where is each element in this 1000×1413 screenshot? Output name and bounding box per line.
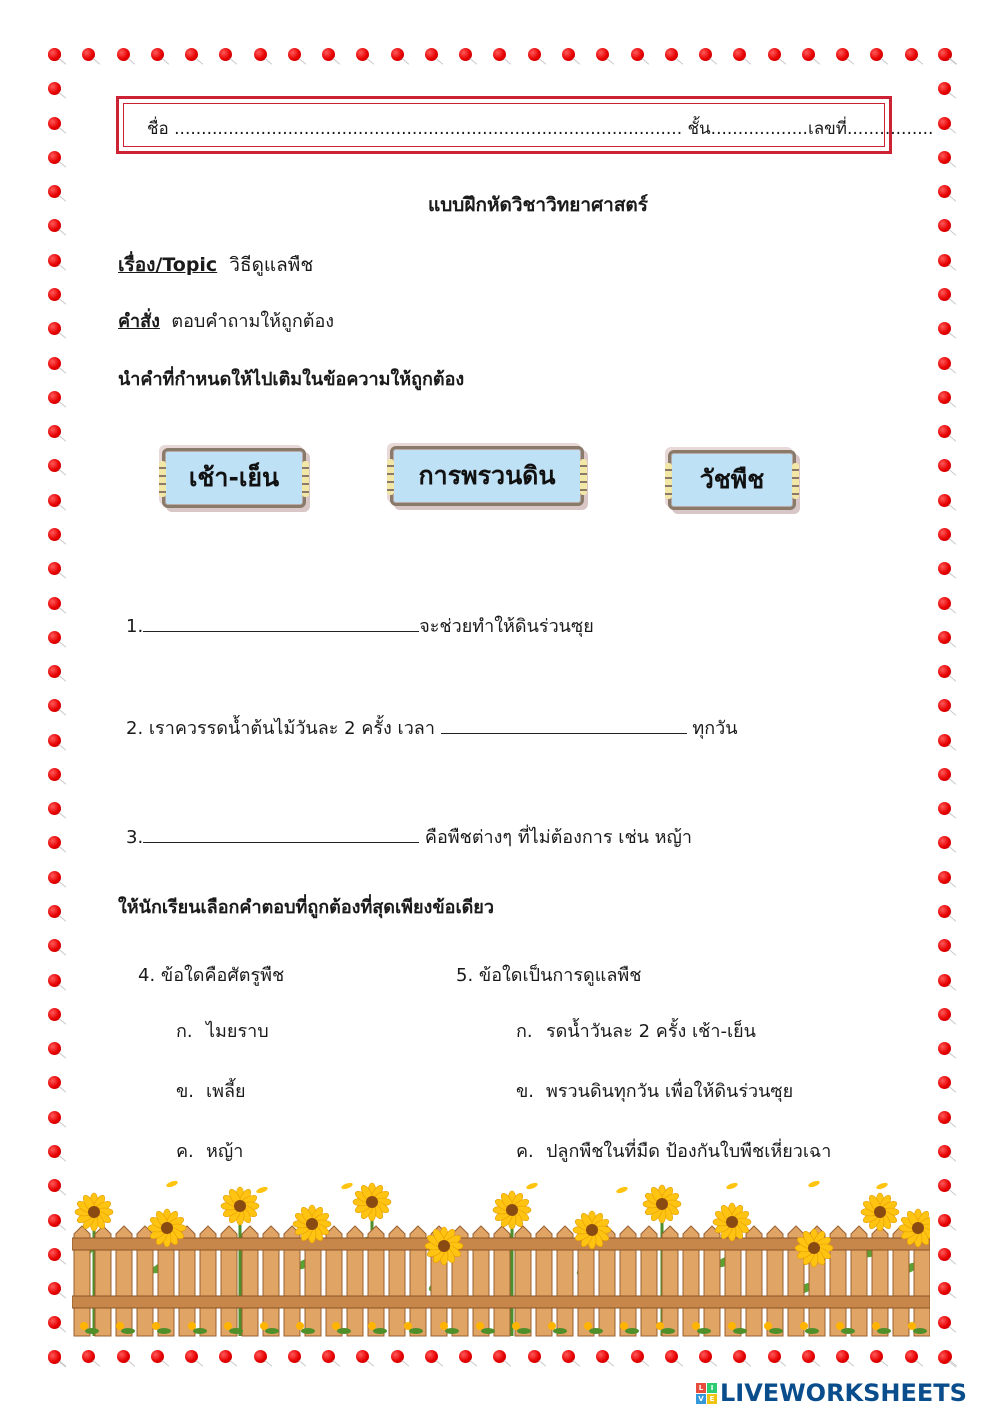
question-suffix: ทุกวัน — [686, 718, 738, 739]
border-dot — [117, 1350, 130, 1363]
sunflower — [353, 1183, 391, 1221]
small-flower — [620, 1322, 628, 1330]
small-flower — [872, 1322, 880, 1330]
border-dot — [48, 254, 61, 267]
border-dot — [938, 1214, 951, 1227]
grass-tuft — [229, 1328, 243, 1334]
border-dot — [596, 1350, 609, 1363]
border-dot — [938, 939, 951, 952]
answer-blank[interactable] — [143, 824, 419, 843]
border-dot — [836, 48, 849, 61]
border-dot — [117, 48, 130, 61]
option-letter: ข. — [516, 1081, 535, 1102]
option-letter: ค. — [516, 1141, 534, 1162]
answer-blank[interactable] — [441, 715, 687, 734]
border-dot — [48, 151, 61, 164]
border-dot — [48, 48, 61, 61]
question-prefix: 1. — [126, 616, 144, 637]
border-dot — [870, 1350, 883, 1363]
choice-option[interactable] — [516, 1016, 756, 1045]
border-dot — [48, 1248, 61, 1261]
grass-tuft — [193, 1328, 207, 1334]
small-flower — [80, 1322, 88, 1330]
small-flower — [728, 1322, 736, 1330]
fill-question-3 — [126, 822, 692, 851]
small-flower — [800, 1322, 808, 1330]
sunflower — [861, 1193, 899, 1231]
border-dot — [938, 802, 951, 815]
page-title: แบบฝึกหัดวิชาวิทยาศาสตร์ — [428, 194, 648, 216]
border-dot — [288, 48, 301, 61]
grass-tuft — [769, 1328, 783, 1334]
sunflower-center — [586, 1224, 598, 1236]
border-dot — [48, 871, 61, 884]
border-dot — [48, 1076, 61, 1089]
border-dot — [288, 1350, 301, 1363]
border-dot — [254, 48, 267, 61]
small-flower — [260, 1322, 268, 1330]
border-dot — [938, 665, 951, 678]
border-dot — [48, 1111, 61, 1124]
command-label: คำสั่ง — [118, 311, 160, 332]
logo-mark-icon: L I V E — [696, 1383, 717, 1404]
falling-petal — [616, 1186, 629, 1195]
border-dot — [528, 48, 541, 61]
border-dot — [48, 836, 61, 849]
grass-tuft — [733, 1328, 747, 1334]
border-dot — [48, 391, 61, 404]
option-letter: ข. — [176, 1081, 195, 1102]
border-dot — [631, 48, 644, 61]
border-dot — [391, 1350, 404, 1363]
border-dot — [391, 48, 404, 61]
border-dot — [938, 1316, 951, 1329]
border-dots-bottom — [48, 1350, 952, 1363]
question-suffix: คือพืชต่างๆ ที่ไม่ต้องการ เช่น หญ้า — [419, 827, 692, 848]
border-dot — [185, 1350, 198, 1363]
border-dot — [938, 219, 951, 232]
word-card-label: เช้า-เย็น — [188, 463, 280, 492]
grass-tuft — [481, 1328, 495, 1334]
choice-option[interactable] — [516, 1136, 831, 1165]
border-dot — [219, 1350, 232, 1363]
border-dot — [48, 1351, 61, 1364]
small-flower — [548, 1322, 556, 1330]
grass-tuft — [625, 1328, 639, 1334]
word-card[interactable] — [162, 448, 306, 508]
border-dot — [356, 48, 369, 61]
border-dot — [938, 117, 951, 130]
grass-tuft — [553, 1328, 567, 1334]
border-dot — [938, 425, 951, 438]
border-dot — [768, 48, 781, 61]
topic-row — [118, 250, 313, 280]
border-dot — [425, 1350, 438, 1363]
border-dot — [48, 939, 61, 952]
grass-tuft — [85, 1328, 99, 1334]
border-dot — [48, 1214, 61, 1227]
small-flower — [836, 1322, 844, 1330]
sunflower-center — [726, 1216, 738, 1228]
choice-option[interactable] — [176, 1076, 246, 1105]
border-dot — [938, 254, 951, 267]
fill-instruction: นำคำที่กำหนดให้ไปเติมในข้อความให้ถูกต้อง — [118, 369, 465, 390]
border-dot — [938, 1145, 951, 1158]
grass-tuft — [445, 1328, 459, 1334]
small-flower — [440, 1322, 448, 1330]
border-dot — [938, 1248, 951, 1261]
choice-question-4: 4. ข้อใดคือศัตรูพืช — [138, 965, 285, 986]
grass-tuft — [301, 1328, 315, 1334]
border-dot — [938, 871, 951, 884]
border-dot — [254, 1350, 267, 1363]
grass-tuft — [589, 1328, 603, 1334]
falling-petal — [526, 1182, 539, 1191]
small-flower — [332, 1322, 340, 1330]
question-suffix: จะช่วยทำให้ดินร่วนซุย — [419, 616, 594, 637]
sunflower-center — [656, 1198, 668, 1210]
border-dot — [938, 734, 951, 747]
border-dot — [562, 48, 575, 61]
border-dot — [48, 768, 61, 781]
student-info-line[interactable]: ชื่อ .............................................................................................. ชั้น..................เลขที่................ — [147, 119, 934, 139]
border-dot — [48, 288, 61, 301]
border-dot — [938, 151, 951, 164]
word-card[interactable] — [390, 446, 584, 506]
small-flower — [692, 1322, 700, 1330]
border-dot — [938, 1111, 951, 1124]
border-dot — [48, 1179, 61, 1192]
border-dot — [322, 48, 335, 61]
border-dot — [938, 1179, 951, 1192]
border-dot — [938, 357, 951, 370]
word-card-label: วัชพืช — [699, 465, 765, 494]
sunflower — [493, 1191, 531, 1229]
border-dot — [48, 1145, 61, 1158]
command-row — [118, 306, 334, 335]
border-dots-left — [48, 48, 61, 1364]
border-dot — [48, 905, 61, 918]
border-dot — [48, 802, 61, 815]
border-dot — [938, 836, 951, 849]
border-dot — [48, 597, 61, 610]
border-dot — [493, 48, 506, 61]
sunflower — [643, 1185, 681, 1223]
small-flower — [512, 1322, 520, 1330]
border-dot — [938, 288, 951, 301]
border-dot — [938, 905, 951, 918]
border-dot — [82, 1350, 95, 1363]
border-dot — [938, 974, 951, 987]
border-dot — [938, 562, 951, 575]
grass-tuft — [661, 1328, 675, 1334]
border-dot — [562, 1350, 575, 1363]
border-dot — [459, 1350, 472, 1363]
border-dot — [938, 494, 951, 507]
small-flower — [188, 1322, 196, 1330]
sunflower — [221, 1187, 259, 1225]
border-dot — [493, 1350, 506, 1363]
small-flower — [368, 1322, 376, 1330]
falling-petal — [726, 1182, 739, 1191]
border-dots-top — [48, 48, 952, 61]
border-dot — [938, 528, 951, 541]
small-flower — [764, 1322, 772, 1330]
topic-label: เรื่อง/Topic — [118, 254, 218, 276]
command-value: ตอบคำถามให้ถูกต้อง — [171, 311, 335, 332]
answer-blank[interactable] — [143, 613, 419, 632]
border-dot — [48, 562, 61, 575]
border-dot — [938, 631, 951, 644]
word-card-label: การพรวนดิน — [418, 461, 556, 490]
grass-tuft — [697, 1328, 711, 1334]
topic-value: วิธีดูแลพืช — [229, 254, 314, 276]
sunflower-fence-illustration — [72, 1176, 930, 1346]
border-dot — [425, 48, 438, 61]
border-dot — [48, 494, 61, 507]
border-dot — [459, 48, 472, 61]
small-flower — [296, 1322, 304, 1330]
falling-petal — [166, 1180, 179, 1189]
choice-question-5: 5. ข้อใดเป็นการดูแลพืช — [456, 965, 642, 986]
border-dot — [768, 1350, 781, 1363]
border-dot — [938, 1042, 951, 1055]
grass-tuft — [373, 1328, 387, 1334]
option-text: เพลี้ย — [206, 1081, 246, 1102]
small-flower — [224, 1322, 232, 1330]
border-dot — [48, 1042, 61, 1055]
liveworksheets-logo — [696, 1378, 967, 1408]
border-dot — [48, 631, 61, 644]
choice-instruction: ให้นักเรียนเลือกคำตอบที่ถูกต้องที่สุดเพียงข้อเดียว — [118, 897, 494, 918]
border-dot — [48, 185, 61, 198]
border-dot — [938, 391, 951, 404]
border-dot — [802, 48, 815, 61]
small-flower — [116, 1322, 124, 1330]
border-dot — [938, 185, 951, 198]
sunflower-center — [438, 1240, 450, 1252]
border-dot — [48, 974, 61, 987]
border-dot — [699, 48, 712, 61]
border-dot — [870, 48, 883, 61]
grass-tuft — [841, 1328, 855, 1334]
border-dot — [733, 1350, 746, 1363]
border-dot — [151, 1350, 164, 1363]
small-flower — [584, 1322, 592, 1330]
border-dot — [151, 48, 164, 61]
sunflower-center — [234, 1200, 246, 1212]
fill-question-1 — [126, 611, 594, 640]
border-dot — [48, 1316, 61, 1329]
sunflower-center — [161, 1222, 173, 1234]
border-dot — [938, 597, 951, 610]
option-letter: ก. — [176, 1021, 193, 1042]
sunflower-center — [506, 1204, 518, 1216]
border-dot — [802, 1350, 815, 1363]
option-letter: ค. — [176, 1141, 194, 1162]
border-dot — [48, 322, 61, 335]
border-dot — [938, 699, 951, 712]
border-dot — [48, 219, 61, 232]
border-dot — [938, 1282, 951, 1295]
sunflower-center — [88, 1206, 100, 1218]
choice-option[interactable] — [176, 1136, 243, 1165]
border-dot — [905, 48, 918, 61]
question-prefix: 3. — [126, 827, 144, 848]
border-dot — [48, 1008, 61, 1021]
border-dot — [185, 48, 198, 61]
border-dot — [665, 1350, 678, 1363]
word-card[interactable] — [668, 450, 796, 510]
option-text: พรวนดินทุกวัน เพื่อให้ดินร่วนซุย — [546, 1081, 794, 1102]
choice-option[interactable] — [176, 1016, 269, 1045]
option-text: หญ้า — [206, 1141, 244, 1162]
grass-tuft — [913, 1328, 927, 1334]
border-dot — [48, 699, 61, 712]
border-dot — [938, 322, 951, 335]
border-dot — [48, 357, 61, 370]
grass-tuft — [409, 1328, 423, 1334]
question-prefix: 2. เราควรรดน้ำต้นไม้วันละ 2 ครั้ง เวลา — [126, 718, 441, 739]
small-flower — [908, 1322, 916, 1330]
border-dot — [631, 1350, 644, 1363]
border-dot — [48, 665, 61, 678]
falling-petal — [341, 1182, 354, 1191]
border-dot — [48, 734, 61, 747]
sunflower-center — [874, 1206, 886, 1218]
grass-tuft — [121, 1328, 135, 1334]
small-flower — [152, 1322, 160, 1330]
border-dot — [48, 528, 61, 541]
border-dot — [938, 459, 951, 472]
small-flower — [656, 1322, 664, 1330]
choice-option[interactable] — [516, 1076, 793, 1105]
grass-tuft — [877, 1328, 891, 1334]
grass-tuft — [517, 1328, 531, 1334]
falling-petal — [256, 1186, 269, 1195]
border-dot — [48, 459, 61, 472]
border-dot — [528, 1350, 541, 1363]
small-flower — [404, 1322, 412, 1330]
sunflower-center — [366, 1196, 378, 1208]
sunflower-center — [912, 1222, 924, 1234]
falling-petal — [876, 1182, 889, 1191]
sunflower-center — [808, 1242, 820, 1254]
border-dot — [938, 82, 951, 95]
border-dot — [733, 48, 746, 61]
border-dot — [938, 1351, 951, 1364]
border-dot — [905, 1350, 918, 1363]
option-text: ไมยราบ — [206, 1021, 269, 1042]
sunflower-center — [306, 1218, 318, 1230]
border-dot — [48, 1282, 61, 1295]
border-dot — [665, 48, 678, 61]
grass-tuft — [157, 1328, 171, 1334]
border-dots-right — [938, 48, 951, 1364]
student-info-box — [116, 96, 934, 154]
fill-question-2 — [126, 713, 738, 742]
option-text: รดน้ำวันละ 2 ครั้ง เช้า-เย็น — [546, 1021, 756, 1042]
border-dot — [219, 48, 232, 61]
option-letter: ก. — [516, 1021, 533, 1042]
border-dot — [938, 1076, 951, 1089]
border-dot — [938, 48, 951, 61]
border-dot — [938, 768, 951, 781]
border-dot — [322, 1350, 335, 1363]
grass-tuft — [265, 1328, 279, 1334]
border-dot — [836, 1350, 849, 1363]
border-dot — [48, 82, 61, 95]
grass-tuft — [337, 1328, 351, 1334]
logo-text: LIVEWORKSHEETS — [720, 1379, 967, 1407]
border-dot — [356, 1350, 369, 1363]
border-dot — [48, 425, 61, 438]
sunflower — [75, 1193, 113, 1231]
border-dot — [596, 48, 609, 61]
border-dot — [48, 117, 61, 130]
grass-tuft — [805, 1328, 819, 1334]
falling-petal — [808, 1180, 821, 1189]
border-dot — [82, 48, 95, 61]
option-text: ปลูกพืชในที่มืด ป้องกันใบพืชเหี่ยวเฉา — [546, 1141, 832, 1162]
border-dot — [699, 1350, 712, 1363]
border-dot — [938, 1008, 951, 1021]
small-flower — [476, 1322, 484, 1330]
